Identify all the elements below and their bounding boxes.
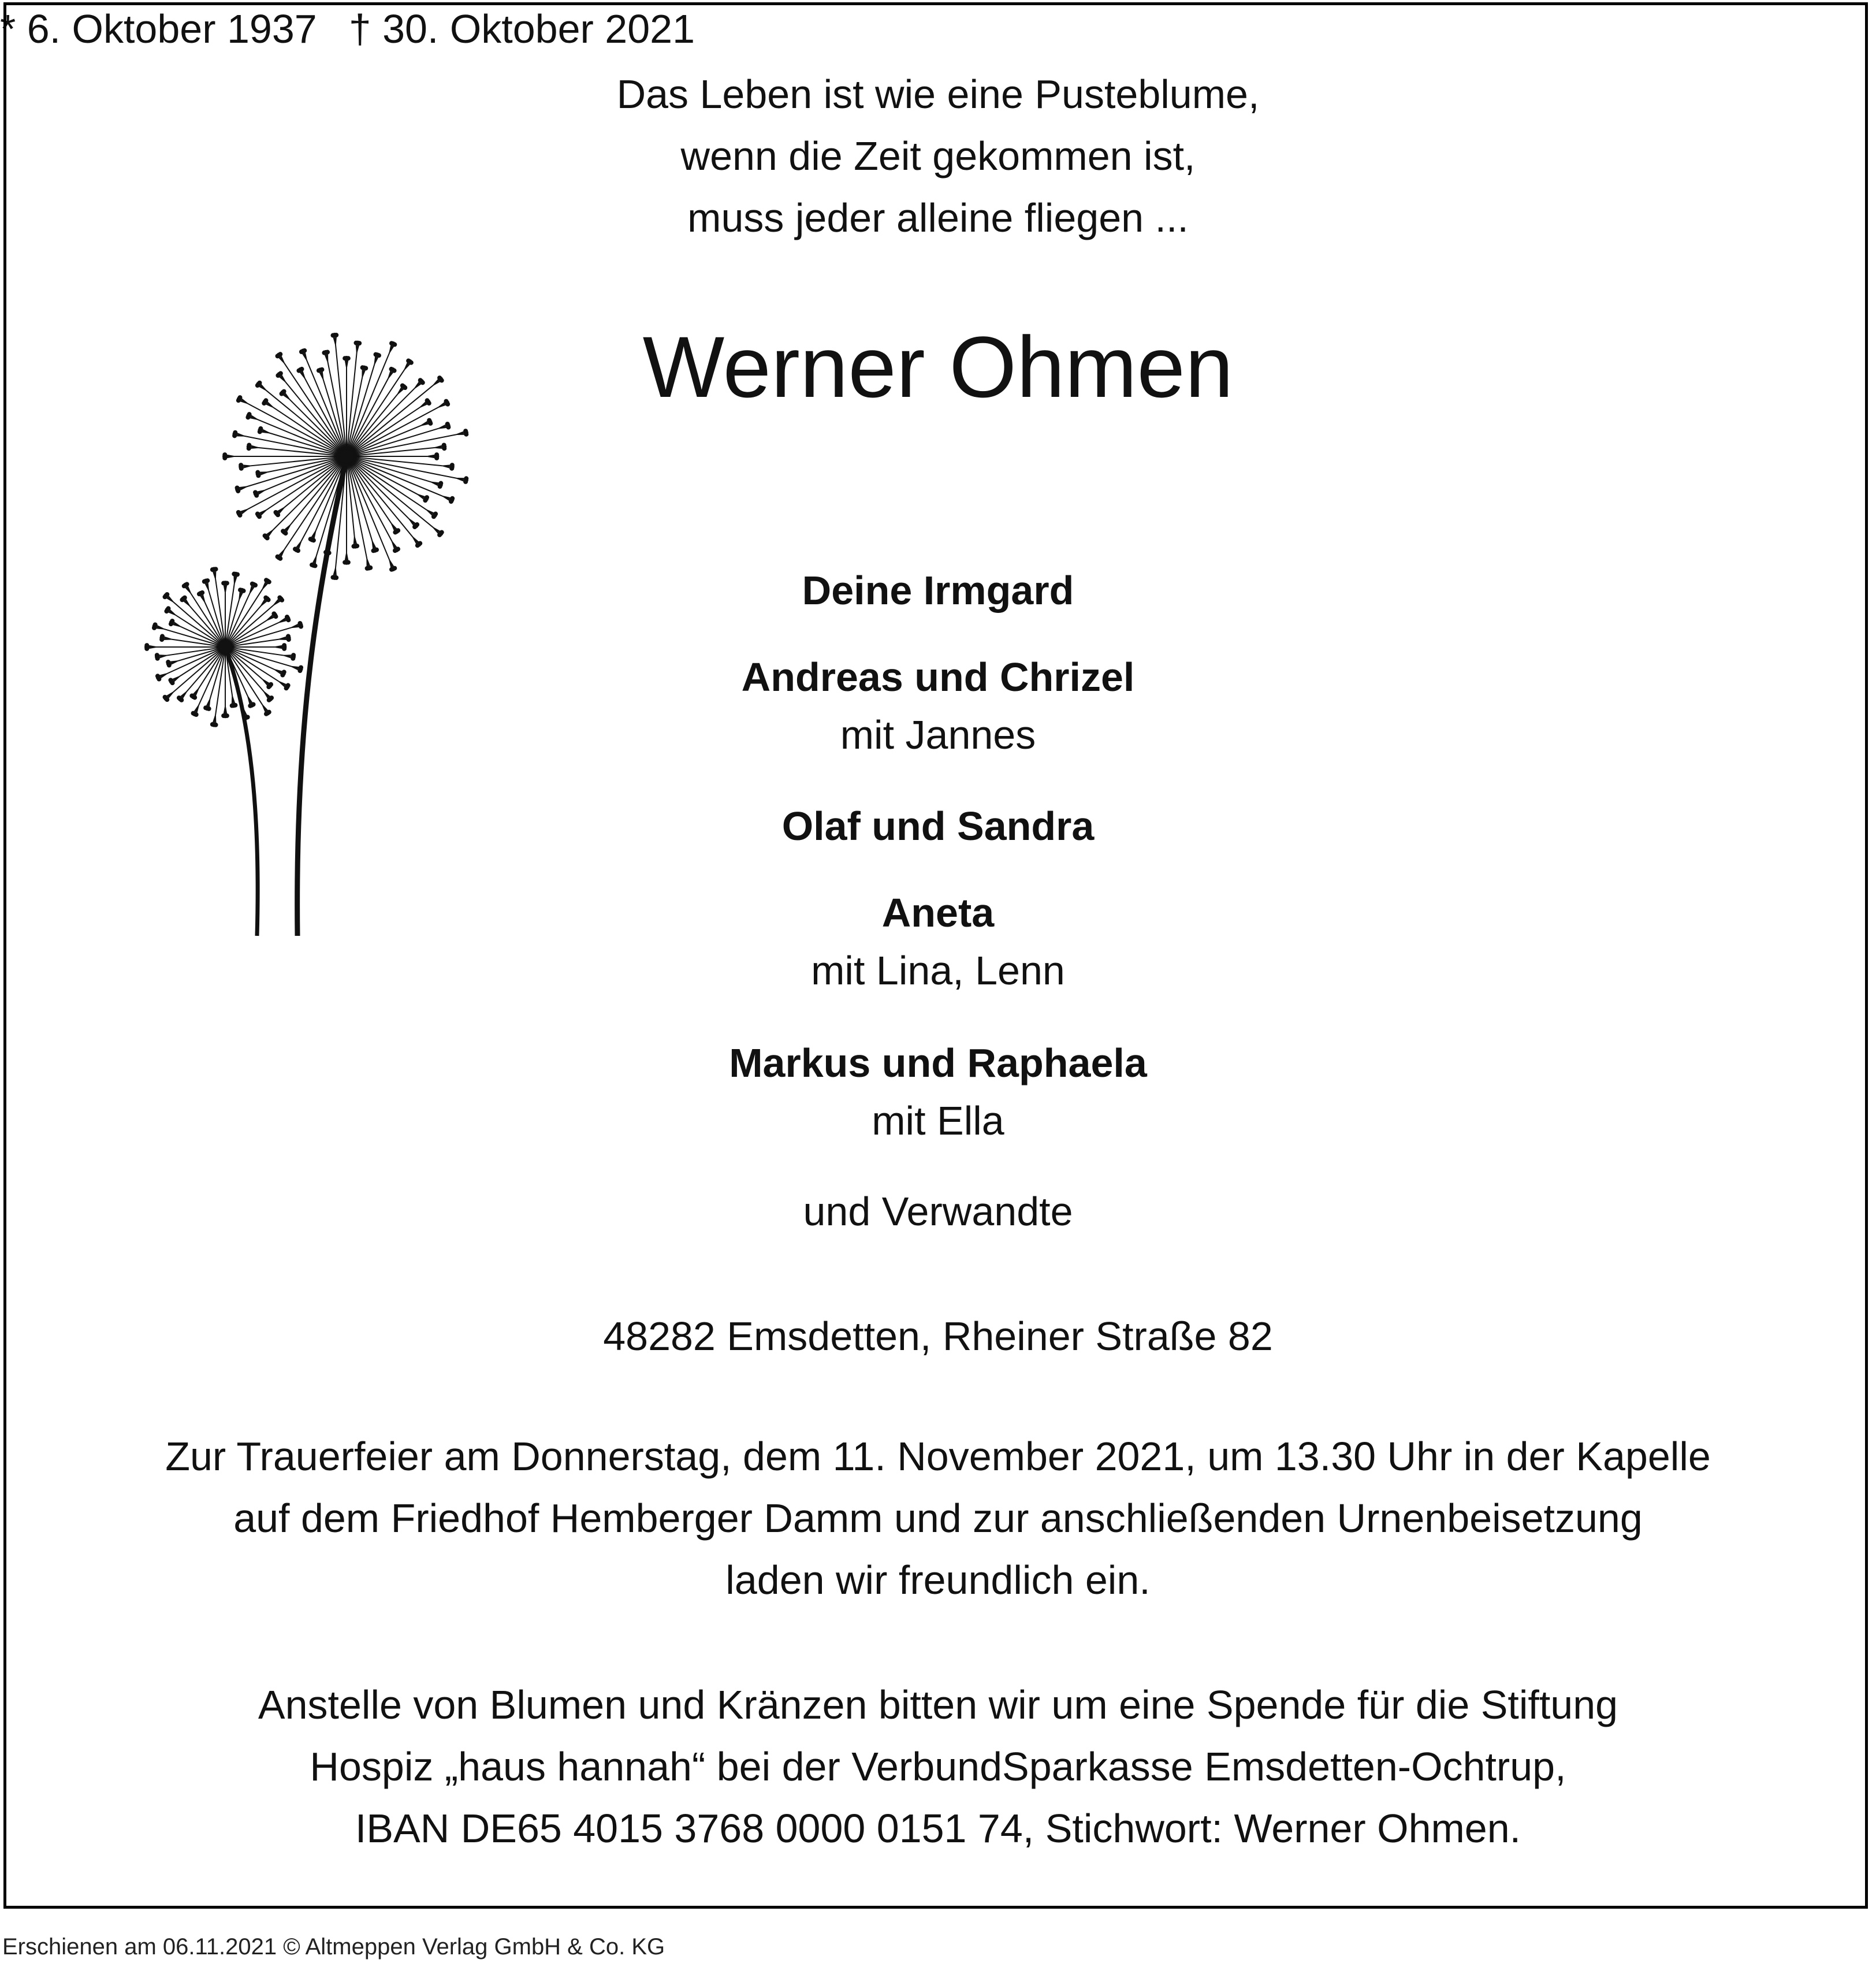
- ceremony-line: Zur Trauerfeier am Donnerstag, dem 11. November 2021, um 13.30 Uhr in der Kapelle: [165, 1434, 1711, 1479]
- deceased-name: Werner Ohmen: [642, 318, 1234, 415]
- family-member-5: [0, 1034, 1876, 1150]
- poem: [0, 64, 1876, 249]
- poem-line: muss jeder alleine fliegen ...: [687, 195, 1189, 240]
- family-name: Deine Irmgard: [802, 568, 1074, 613]
- donation-text: [0, 1674, 1876, 1860]
- family-member-1: [0, 562, 1876, 619]
- family-member-3: [0, 797, 1876, 855]
- family-with: mit Lina, Lenn: [811, 948, 1065, 993]
- family-name: Aneta: [881, 890, 995, 935]
- family-name: Markus und Raphaela: [729, 1040, 1147, 1085]
- address: 48282 Emsdetten, Rheiner Straße 82: [603, 1314, 1273, 1359]
- relatives: und Verwandte: [803, 1189, 1073, 1234]
- ceremony-text: [0, 1426, 1876, 1611]
- donation-line: IBAN DE65 4015 3768 0000 0151 74, Stichwort: Werner Ohmen.: [355, 1806, 1521, 1851]
- birth-date: * 6. Oktober 1937: [0, 6, 317, 51]
- family-member-4: [0, 884, 1876, 999]
- donation-line: Anstelle von Blumen und Kränzen bitten wir um eine Spende für die Stiftung: [258, 1682, 1618, 1727]
- poem-line: wenn die Zeit gekommen ist,: [680, 133, 1196, 179]
- poem-line: Das Leben ist wie eine Pusteblume,: [616, 72, 1260, 117]
- family-with: mit Jannes: [840, 712, 1036, 757]
- donation-line: Hospiz „haus hannah“ bei der VerbundSparkasse Emsdetten-Ochtrup,: [310, 1744, 1566, 1789]
- family-name: Andreas und Chrizel: [741, 655, 1135, 700]
- publication-footer: Erschienen am 06.11.2021 © Altmeppen Verlag GmbH & Co. KG: [2, 1934, 665, 1960]
- family-member-2: [0, 648, 1876, 764]
- ceremony-line: auf dem Friedhof Hemberger Damm und zur anschließenden Urnenbeisetzung: [233, 1496, 1643, 1541]
- death-date: † 30. Oktober 2021: [348, 6, 695, 51]
- ceremony-line: laden wir freundlich ein.: [725, 1557, 1151, 1603]
- family-name: Olaf und Sandra: [781, 804, 1095, 849]
- family-with: mit Ella: [872, 1098, 1004, 1143]
